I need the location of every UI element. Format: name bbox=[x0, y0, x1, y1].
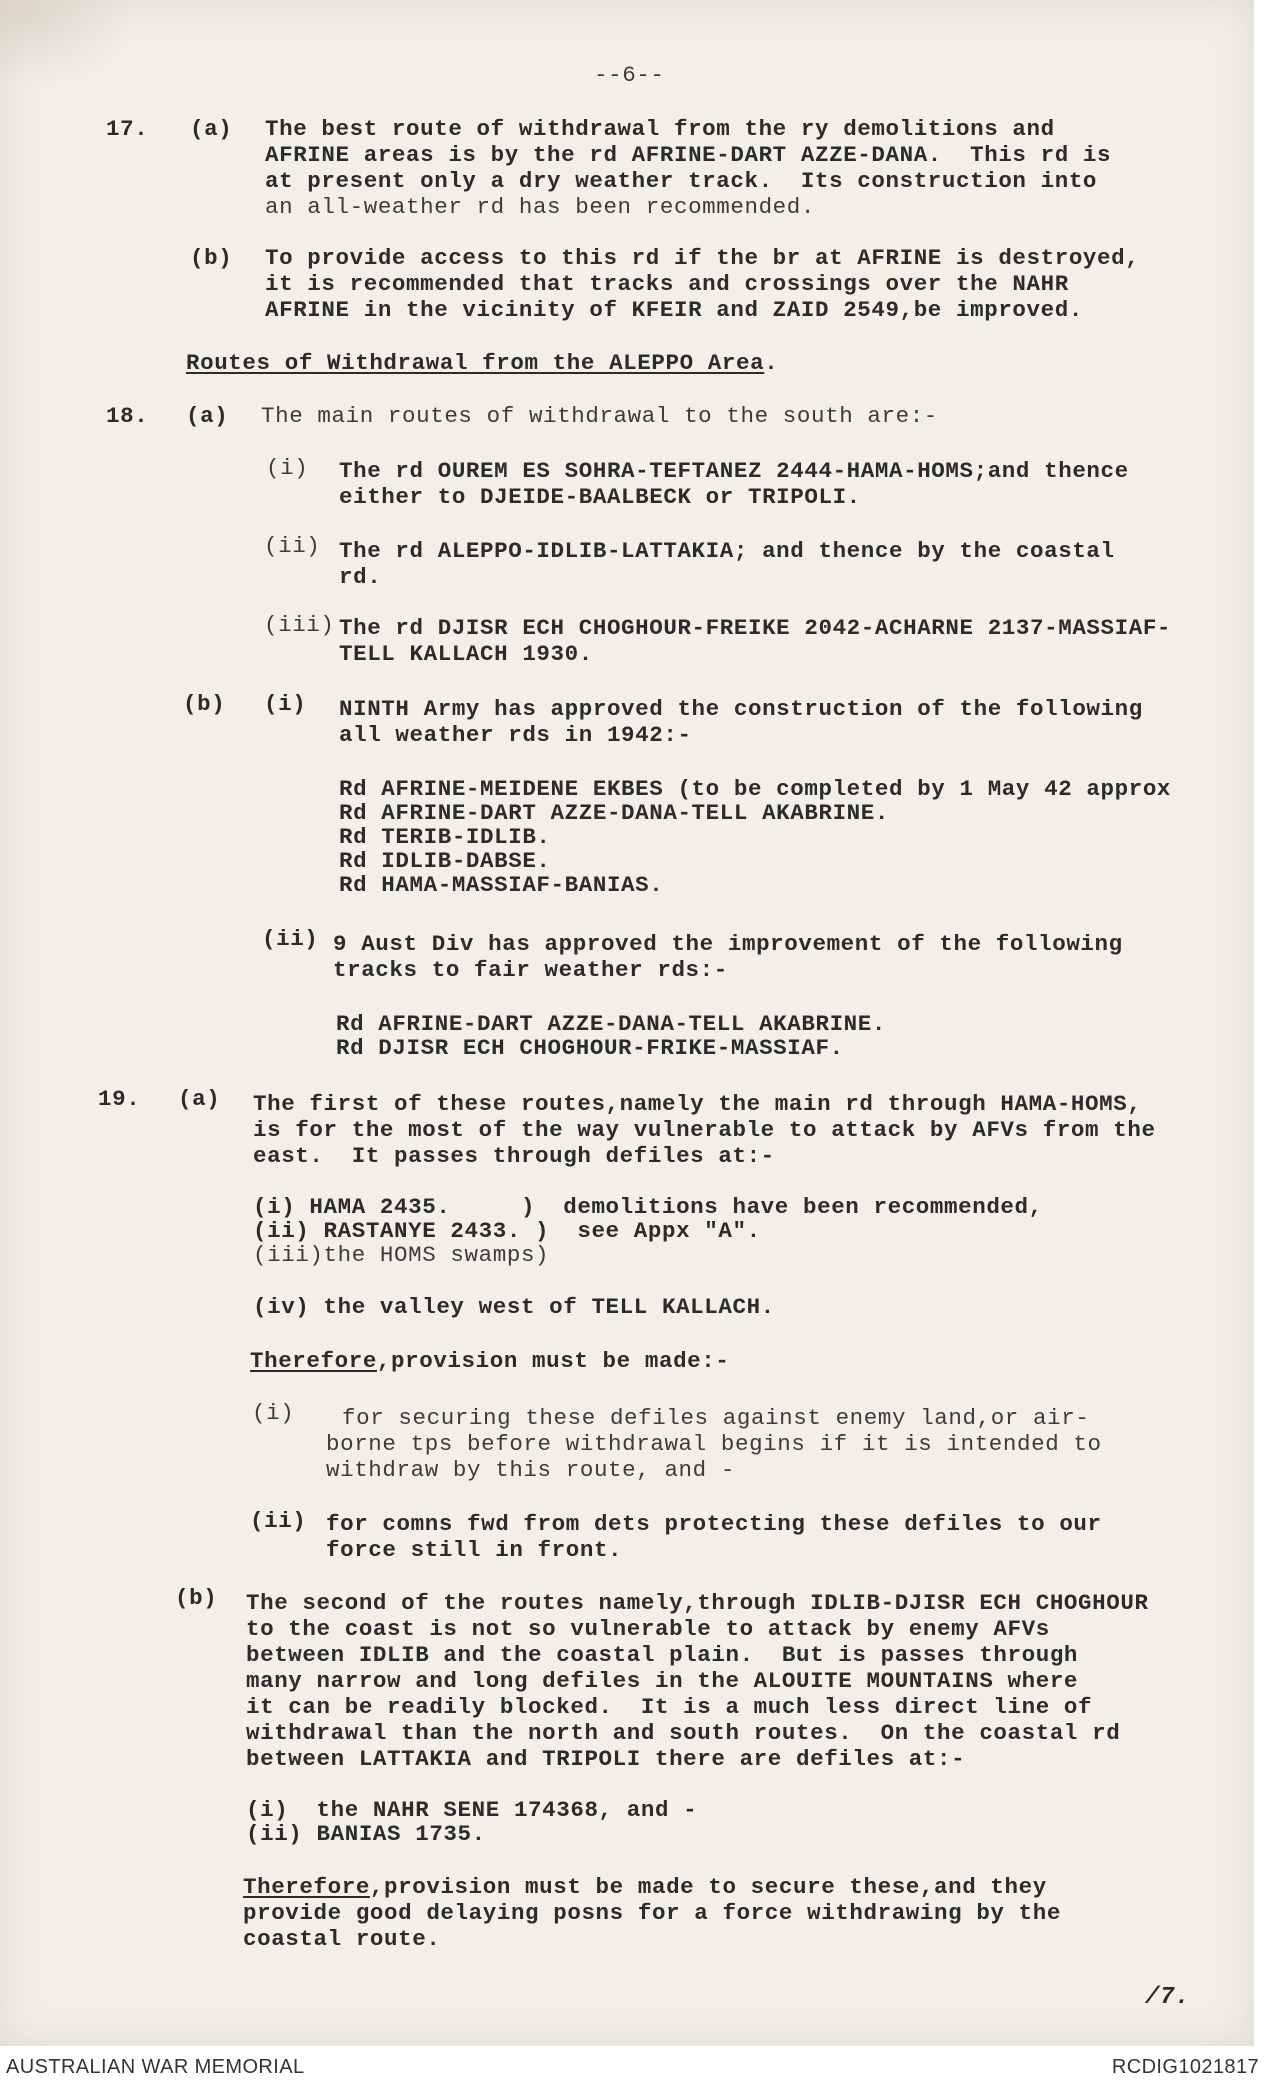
road-item: Rd IDLIB-DABSE. bbox=[339, 848, 551, 874]
para-17a-label: (a) bbox=[190, 116, 233, 142]
provision-line: borne tps before withdrawal begins if it is intended to bbox=[326, 1431, 1102, 1457]
provision-i-label: (i) bbox=[252, 1400, 295, 1426]
road-item: Rd AFRINE-MEIDENE EKBES (to be completed by 1 May 42 approx bbox=[339, 776, 1172, 802]
provision-line: for comns fwd from dets protecting these defiles to our bbox=[326, 1511, 1102, 1537]
road-item: Rd AFRINE-DART AZZE-DANA-TELL AKABRINE. bbox=[339, 800, 889, 826]
para-19a-line: The first of these routes,namely the main rd through HAMA-HOMS, bbox=[253, 1091, 1142, 1117]
defile-item: (ii) BANIAS 1735. bbox=[246, 1821, 486, 1847]
para-19b-line: many narrow and long defiles in the ALOUITE MOUNTAINS where bbox=[246, 1668, 1079, 1694]
para-18-number: 18. bbox=[106, 403, 149, 429]
defile-item: (i) the NAHR SENE 174368, and - bbox=[246, 1797, 698, 1823]
para-19b-label: (b) bbox=[175, 1585, 218, 1611]
road-item: Rd AFRINE-DART AZZE-DANA-TELL AKABRINE. bbox=[336, 1011, 886, 1037]
therefore-word: Therefore bbox=[250, 1348, 377, 1374]
para-19a-label: (a) bbox=[178, 1086, 221, 1112]
para-18a-iii-line: The rd DJISR ECH CHOGHOUR-FREIKE 2042-ACHARNE 2137-MASSIAF- bbox=[339, 615, 1172, 641]
therefore-line bbox=[250, 1348, 729, 1374]
para-18b-ii-label: (ii) bbox=[262, 926, 319, 952]
para-18a-i-label: (i) bbox=[266, 455, 309, 481]
continuation-mark: /7. bbox=[1145, 1984, 1191, 2011]
defile-item: (ii) RASTANYE 2433. ) see Appx "A". bbox=[253, 1218, 761, 1244]
para-19b-line: The second of the routes namely,through IDLIB-DJISR ECH CHOGHOUR bbox=[246, 1590, 1149, 1616]
heading-routes-period: . bbox=[764, 350, 779, 376]
para-17b-line: To provide access to this rd if the br at AFRINE is destroyed, bbox=[265, 245, 1140, 271]
para-19a-line: is for the most of the way vulnerable to attack by AFVs from the bbox=[253, 1117, 1156, 1143]
defile-item: (i) HAMA 2435. ) demolitions have been recommended, bbox=[253, 1194, 1043, 1220]
provision-ii-label: (ii) bbox=[250, 1508, 307, 1534]
para-18a-ii-label: (ii) bbox=[264, 533, 321, 559]
para-17b-line: it is recommended that tracks and crossings over the NAHR bbox=[265, 271, 1069, 297]
provision-line: withdraw by this route, and - bbox=[326, 1457, 735, 1483]
para-19b-line: to the coast is not so vulnerable to attack by enemy AFVs bbox=[246, 1616, 1050, 1642]
footer-source: AUSTRALIAN WAR MEMORIAL bbox=[6, 2056, 305, 2078]
defile-item: (iv) the valley west of TELL KALLACH. bbox=[253, 1294, 775, 1320]
para-18a-i-line: either to DJEIDE-BAALBECK or TRIPOLI. bbox=[339, 484, 861, 510]
paper-stain bbox=[0, 0, 140, 90]
para-18a-ii-line: rd. bbox=[339, 564, 382, 590]
para-17a-line: AFRINE areas is by the rd AFRINE-DART AZZE-DANA. This rd is bbox=[265, 142, 1112, 168]
footer-id: RCDIG1021817 bbox=[1111, 2056, 1259, 2078]
para-18a-intro: The main routes of withdrawal to the south are:- bbox=[261, 403, 938, 429]
para-18b-i-label: (i) bbox=[264, 691, 307, 717]
para-18a-ii-line: The rd ALEPPO-IDLIB-LATTAKIA; and thence by the coastal bbox=[339, 538, 1115, 564]
provision-line: force still in front. bbox=[326, 1537, 623, 1563]
para-18b-ii-line: tracks to fair weather rds:- bbox=[333, 957, 728, 983]
para-18b-label: (b) bbox=[183, 691, 226, 717]
para-17a-line: at present only a dry weather track. Its construction into bbox=[265, 168, 1098, 194]
heading-routes-text: Routes of Withdrawal from the ALEPPO Area bbox=[186, 350, 765, 376]
road-item: Rd HAMA-MASSIAF-BANIAS. bbox=[339, 872, 664, 898]
therefore-line bbox=[243, 1874, 1047, 1900]
para-19b-line: between LATTAKIA and TRIPOLI there are defiles at:- bbox=[246, 1746, 966, 1772]
therefore-rest: ,provision must be made:- bbox=[376, 1348, 730, 1374]
para-19b-line: between IDLIB and the coastal plain. But is passes through bbox=[246, 1642, 1079, 1668]
para-18b-i-line: NINTH Army has approved the construction of the following bbox=[339, 696, 1143, 722]
para-17-number: 17. bbox=[106, 116, 149, 142]
para-18a-label: (a) bbox=[186, 403, 229, 429]
page-number: --6-- bbox=[594, 62, 665, 88]
para-19-number: 19. bbox=[98, 1086, 141, 1112]
para-19b-line: it can be readily blocked. It is a much less direct line of bbox=[246, 1694, 1093, 1720]
para-17b-label: (b) bbox=[190, 245, 233, 271]
para-18b-i-line: all weather rds in 1942:- bbox=[339, 722, 692, 748]
para-18a-iii-label: (iii) bbox=[264, 612, 335, 638]
para-17b-line: AFRINE in the vicinity of KFEIR and ZAID 2549,be improved. bbox=[265, 297, 1083, 323]
road-item: Rd DJISR ECH CHOGHOUR-FRIKE-MASSIAF. bbox=[336, 1035, 844, 1061]
heading-routes bbox=[186, 350, 778, 376]
provision-line: for securing these defiles against enemy land,or air- bbox=[342, 1405, 1090, 1431]
therefore-word: Therefore bbox=[243, 1874, 370, 1900]
therefore-rest: ,provision must be made to secure these,and they bbox=[369, 1874, 1047, 1900]
para-18a-iii-line: TELL KALLACH 1930. bbox=[339, 641, 593, 667]
para-17a-line: an all-weather rd has been recommended. bbox=[265, 194, 815, 220]
therefore-line: coastal route. bbox=[243, 1926, 441, 1952]
para-19b-line: withdrawal than the north and south routes. On the coastal rd bbox=[246, 1720, 1121, 1746]
para-17a-line: The best route of withdrawal from the ry demolitions and bbox=[265, 116, 1055, 142]
para-18a-i-line: The rd OUREM ES SOHRA-TEFTANEZ 2444-HAMA-HOMS;and thence bbox=[339, 458, 1129, 484]
para-19a-line: east. It passes through defiles at:- bbox=[253, 1143, 775, 1169]
defile-item: (iii)the HOMS swamps) bbox=[253, 1242, 550, 1268]
para-18b-ii-line: 9 Aust Div has approved the improvement of the following bbox=[333, 931, 1123, 957]
road-item: Rd TERIB-IDLIB. bbox=[339, 824, 551, 850]
therefore-line: provide good delaying posns for a force withdrawing by the bbox=[243, 1900, 1061, 1926]
